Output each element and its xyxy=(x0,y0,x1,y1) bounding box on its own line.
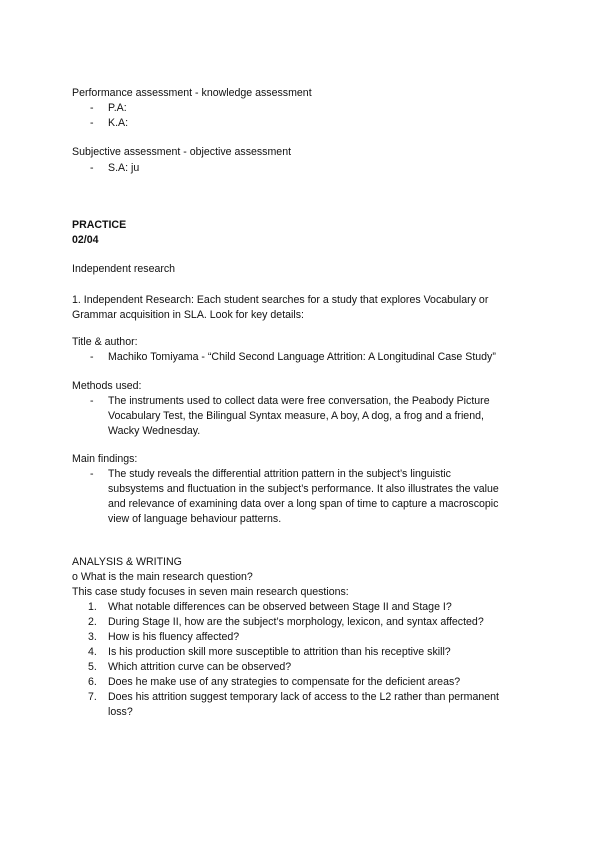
practice-date: 02/04 xyxy=(72,234,99,246)
findings-label: Main findings: xyxy=(72,453,138,465)
task-line-1: 1. Independent Research: Each student searches for a study that explores Vocabulary or xyxy=(72,294,489,306)
list-text: Is his production skill more susceptible to attrition than his receptive skill? xyxy=(108,646,451,658)
list-text: Which attrition curve can be observed? xyxy=(108,661,292,673)
practice-title: PRACTICE xyxy=(72,219,127,231)
list-text: Does his attrition suggest temporary lack of access to the L2 rather than permanent loss? xyxy=(108,691,499,718)
bullet-text: The study reveals the differential attrition pattern in the subject’s linguistic subsystems and fluctuation in the subject’s performance. It also illustrates the value and relevance of examining data over a long span of time to capture a macroscopic view of language behaviour patterns. xyxy=(108,468,499,525)
bullet-text: Machiko Tomiyama - “Child Second Language Attrition: A Longitudinal Case Study” xyxy=(108,351,496,363)
bullet-dash: - xyxy=(90,117,94,129)
bullet-dash: - xyxy=(90,102,94,114)
bullet-text: S.A: ju xyxy=(108,162,140,174)
list-number: 6. xyxy=(88,676,97,688)
analysis-intro: This case study focuses in seven main research questions: xyxy=(72,586,349,598)
list-text: During Stage II, how are the subject’s morphology, lexicon, and syntax affected? xyxy=(108,616,484,628)
bullet-dash: - xyxy=(90,351,94,363)
bullet-dash: - xyxy=(90,162,94,174)
analysis-question: o What is the main research question? xyxy=(72,571,253,583)
task-line-2: Grammar acquisition in SLA. Look for key details: xyxy=(72,309,304,321)
bullet-dash: - xyxy=(90,468,94,480)
list-text: Does he make use of any strategies to compensate for the deficient areas? xyxy=(108,676,461,688)
list-number: 2. xyxy=(88,616,97,628)
bullet-text: The instruments used to collect data were free conversation, the Peabody Picture Vocabulary Test, the Bilingual Syntax measure, A boy, A dog, a frog and a friend, Wacky Wednesday. xyxy=(108,395,490,437)
list-number: 5. xyxy=(88,661,97,673)
list-text: What notable differences can be observed between Stage II and Stage I? xyxy=(108,601,452,613)
list-number: 3. xyxy=(88,631,97,643)
list-number: 4. xyxy=(88,646,97,658)
bullet-dash: - xyxy=(90,395,94,407)
list-number: 1. xyxy=(88,601,97,613)
list-number: 7. xyxy=(88,691,97,703)
practice-subtitle: Independent research xyxy=(72,263,176,275)
methods-label: Methods used: xyxy=(72,380,142,392)
bullet-text: K.A: xyxy=(108,117,129,129)
title-author-label: Title & author: xyxy=(72,336,138,348)
assessment-heading-1: Performance assessment - knowledge assessment xyxy=(72,87,312,99)
assessment-heading-2: Subjective assessment - objective assessment xyxy=(72,146,292,158)
bullet-text: P.A: xyxy=(108,102,127,114)
analysis-heading: ANALYSIS & WRITING xyxy=(72,556,182,568)
list-text: How is his fluency affected? xyxy=(108,631,240,643)
